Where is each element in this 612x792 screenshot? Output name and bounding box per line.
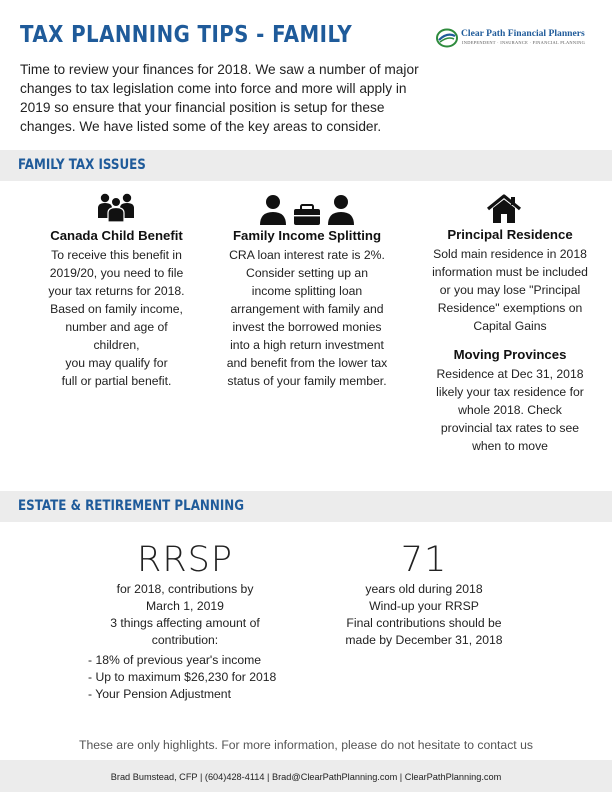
income-splitting-heading: Family Income Splitting <box>232 228 381 243</box>
principal-residence-line: or you may lose "Principal <box>439 283 581 297</box>
rrsp-line: March 1, 2019 <box>146 599 224 613</box>
moving-provinces-line: likely your tax residence for <box>436 385 584 399</box>
income-splitting-line: income splitting loan <box>251 284 363 298</box>
rrsp-bullet: - Up to maximum $26,230 for 2018 <box>88 670 277 684</box>
rrsp-bullet: - Your Pension Adjustment <box>88 687 231 701</box>
logo-tagline: INDEPENDENT · INSURANCE · FINANCIAL PLANNING <box>462 40 586 45</box>
principal-residence-block <box>420 227 600 335</box>
moving-provinces-line: when to move <box>472 439 548 453</box>
rrsp-block <box>80 540 290 649</box>
contact-footer <box>0 760 612 792</box>
moving-provinces-text <box>420 365 600 455</box>
principal-residence-line: Sold main residence in 2018 <box>433 247 587 261</box>
child-benefit-line: 2019/20, you need to file <box>49 266 184 280</box>
child-benefit-heading: Canada Child Benefit <box>50 228 183 243</box>
closing-note: These are only highlights. For more information, please do not hesitate to contact us <box>79 738 533 752</box>
child-benefit-line: number and age of <box>65 320 168 334</box>
moving-provinces-line: provincial tax rates to see <box>440 421 580 435</box>
age-71-line: Wind-up your RRSP <box>369 599 479 613</box>
business-people-icon <box>259 194 355 226</box>
principal-residence-line: Residence" exemptions on <box>437 301 583 315</box>
age-71-line: made by December 31, 2018 <box>345 633 503 647</box>
income-splitting-line: and benefit from the lower tax <box>226 356 388 370</box>
child-benefit-line: you may qualify for <box>65 356 168 370</box>
child-benefit-line: children, <box>93 338 140 352</box>
age-71-heading: 71 <box>400 540 448 580</box>
intro-line: 2019 so ensure that your financial position is setup for these <box>20 100 385 115</box>
intro-line: Time to review your finances for 2018. We saw a number of major <box>20 62 419 77</box>
child-benefit-line: your tax returns for 2018. <box>48 284 185 298</box>
income-splitting-text <box>218 246 396 390</box>
age-71-text <box>320 581 528 649</box>
rrsp-bullet-list <box>88 652 276 703</box>
company-logo <box>436 27 596 49</box>
intro-line: changes. We have listed some of the key areas to consider. <box>20 119 382 134</box>
age-71-line: Final contributions should be <box>346 616 502 630</box>
rrsp-line: contribution: <box>151 633 219 647</box>
child-benefit-block <box>38 228 195 390</box>
path-swoosh-icon <box>436 27 458 49</box>
estate-band <box>0 491 612 522</box>
age-71-block <box>320 540 528 649</box>
income-splitting-line: CRA loan interest rate is 2%. <box>229 248 385 262</box>
family-tax-section-title: FAMILY TAX ISSUES <box>18 157 146 173</box>
family-group-icon <box>97 192 135 222</box>
logo-name: Clear Path Financial Planners <box>461 28 585 39</box>
income-splitting-line: into a high return investment <box>230 338 384 352</box>
income-splitting-block <box>218 228 396 390</box>
estate-section-title: ESTATE & RETIREMENT PLANNING <box>18 498 245 514</box>
contact-info: Brad Bumstead, CFP | (604)428-4114 | Brad@ClearPathPlanning.com | ClearPathPlanning.com <box>110 772 502 782</box>
income-splitting-line: status of your family member. <box>227 374 387 388</box>
moving-provinces-block <box>420 347 600 455</box>
moving-provinces-line: whole 2018. Check <box>458 403 562 417</box>
child-benefit-line: Based on family income, <box>50 302 183 316</box>
age-71-line: years old during 2018 <box>365 582 483 596</box>
principal-residence-heading: Principal Residence <box>447 227 573 242</box>
moving-provinces-heading: Moving Provinces <box>453 347 567 362</box>
intro-line: changes to tax legislation come into force and more will apply in <box>20 81 407 96</box>
page-title: TAX PLANNING TIPS - FAMILY <box>20 22 353 48</box>
rrsp-line: for 2018, contributions by <box>116 582 254 596</box>
house-icon <box>486 194 522 224</box>
principal-residence-line: information must be included <box>432 265 588 279</box>
intro-paragraph <box>20 60 430 136</box>
rrsp-heading: RRSP <box>137 540 233 580</box>
child-benefit-line: full or partial benefit. <box>61 374 172 388</box>
principal-residence-text <box>420 245 600 335</box>
principal-residence-line: Capital Gains <box>473 319 547 333</box>
income-splitting-line: Consider setting up an <box>246 266 368 280</box>
income-splitting-line: invest the borrowed monies <box>232 320 382 334</box>
child-benefit-text <box>38 246 195 390</box>
family-tax-band <box>0 150 612 181</box>
income-splitting-line: arrangement with family and <box>230 302 384 316</box>
rrsp-line: 3 things affecting amount of <box>110 616 260 630</box>
child-benefit-line: To receive this benefit in <box>51 248 182 262</box>
moving-provinces-line: Residence at Dec 31, 2018 <box>436 367 584 381</box>
rrsp-bullet: - 18% of previous year's income <box>88 653 262 667</box>
rrsp-text <box>80 581 290 649</box>
